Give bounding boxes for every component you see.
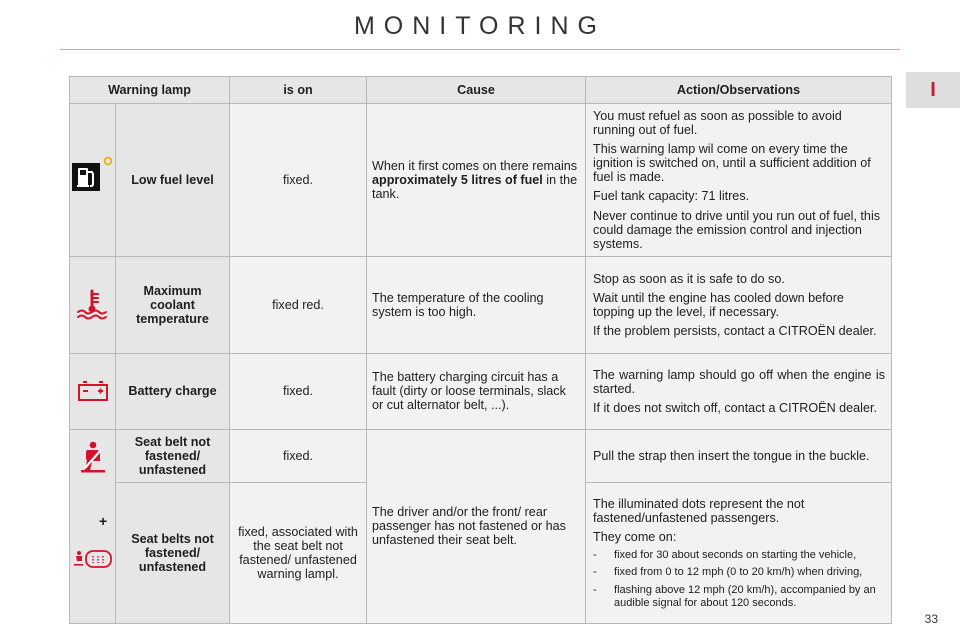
cause-text: The temperature of the cooling system is too high.	[367, 256, 586, 353]
list-dash: -	[593, 566, 597, 579]
action-text: If it does not switch off, contact a CITROËN dealer.	[593, 400, 877, 415]
action-cell	[586, 256, 892, 353]
cause-text-part: When it first comes on there remains	[372, 158, 578, 173]
seatbelt-passenger-icon	[73, 548, 113, 570]
cause-text-part: in the tank.	[372, 172, 578, 201]
icon-cell	[70, 482, 116, 623]
lamp-name: Maximum coolant temperature	[116, 256, 230, 353]
section-tab[interactable]: I	[906, 72, 960, 108]
action-text: Never continue to drive until you run out of fuel, this could damage the emission control and injection systems.	[593, 208, 881, 251]
table-row	[70, 353, 892, 429]
action-text: Stop as soon as it is safe to do so.	[593, 271, 785, 286]
is-on-text: fixed.	[230, 104, 367, 257]
cause-text: The battery charging circuit has a fault (dirty or loose terminals, slack or cut alternator belt, ...).	[367, 353, 586, 429]
action-cell	[586, 429, 892, 482]
action-cell	[586, 482, 892, 623]
action-text: They come on:	[593, 529, 677, 544]
list-item-text: fixed from 0 to 12 mph (0 to 20 km/h) when driving,	[614, 566, 863, 579]
header-action: Action/Observations	[586, 77, 892, 104]
lamp-name: Battery charge	[116, 353, 230, 429]
action-text: Wait until the engine has cooled down before topping up the level, if necessary.	[593, 290, 844, 319]
icon-cell	[70, 353, 116, 429]
action-text: You must refuel as soon as possible to avoid running out of fuel.	[593, 109, 842, 138]
list-item	[593, 584, 885, 609]
is-on-text: fixed.	[230, 429, 367, 482]
cause-emphasis: approximately 5 litres of fuel	[372, 172, 543, 187]
list-item-text: fixed for 30 about seconds on starting the vehicle,	[614, 548, 857, 561]
is-on-text: fixed red.	[230, 256, 367, 353]
action-text: The warning lamp should go off when the engine is started.	[593, 367, 886, 396]
action-text: This warning lamp wil come on every time the ignition is switched on, until a sufficient addition of fuel is made.	[593, 142, 871, 185]
table-row	[70, 256, 892, 353]
condition-list	[593, 549, 885, 609]
action-text: If the problem persists, contact a CITROËN dealer.	[593, 323, 877, 338]
list-item-text: flashing above 12 mph (20 km/h), accompanied by an audible signal for about 120 seconds.	[614, 583, 876, 609]
action-text: The illuminated dots represent the not fastened/unfastened passengers.	[593, 496, 805, 525]
list-item	[593, 566, 885, 579]
page-title: MONITORING	[353, 12, 607, 40]
icon-cell	[70, 256, 116, 353]
header-warning-lamp: Warning lamp	[70, 77, 230, 104]
header-is-on: is on	[230, 77, 367, 104]
page-number: 33	[924, 612, 938, 626]
lamp-name: Seat belts not fastened/ unfastened	[116, 482, 230, 623]
title-divider	[60, 49, 900, 50]
action-text: Fuel tank capacity: 71 litres.	[593, 189, 750, 204]
cause-text: The driver and/or the front/ rear passenger has not fastened or has unfastened their seat belt.	[367, 429, 586, 623]
lamp-name: Low fuel level	[116, 104, 230, 257]
seatbelt-icon	[79, 441, 107, 473]
list-dash: -	[593, 583, 597, 596]
list-item	[593, 549, 885, 562]
coolant-temperature-icon	[75, 288, 109, 322]
lamp-name: Seat belt not fastened/ unfastened	[116, 429, 230, 482]
table-row	[70, 104, 892, 257]
amber-indicator-dot-icon	[103, 156, 113, 166]
is-on-text: fixed.	[230, 353, 367, 429]
table-header-row	[70, 77, 892, 104]
list-dash: -	[593, 548, 597, 561]
icon-cell	[70, 104, 116, 257]
is-on-text: fixed, associated with the seat belt not fastened/ unfastened warning lampl.	[230, 482, 367, 623]
cause-text	[367, 104, 586, 257]
plus-sign: +	[99, 513, 108, 530]
header-cause: Cause	[367, 77, 586, 104]
action-text: Pull the strap then insert the tongue in the buckle.	[593, 448, 870, 463]
warning-lamp-table	[69, 76, 892, 624]
table-row	[70, 429, 892, 482]
action-cell	[586, 104, 892, 257]
icon-cell	[70, 429, 116, 482]
battery-icon	[77, 380, 109, 402]
action-cell	[586, 353, 892, 429]
